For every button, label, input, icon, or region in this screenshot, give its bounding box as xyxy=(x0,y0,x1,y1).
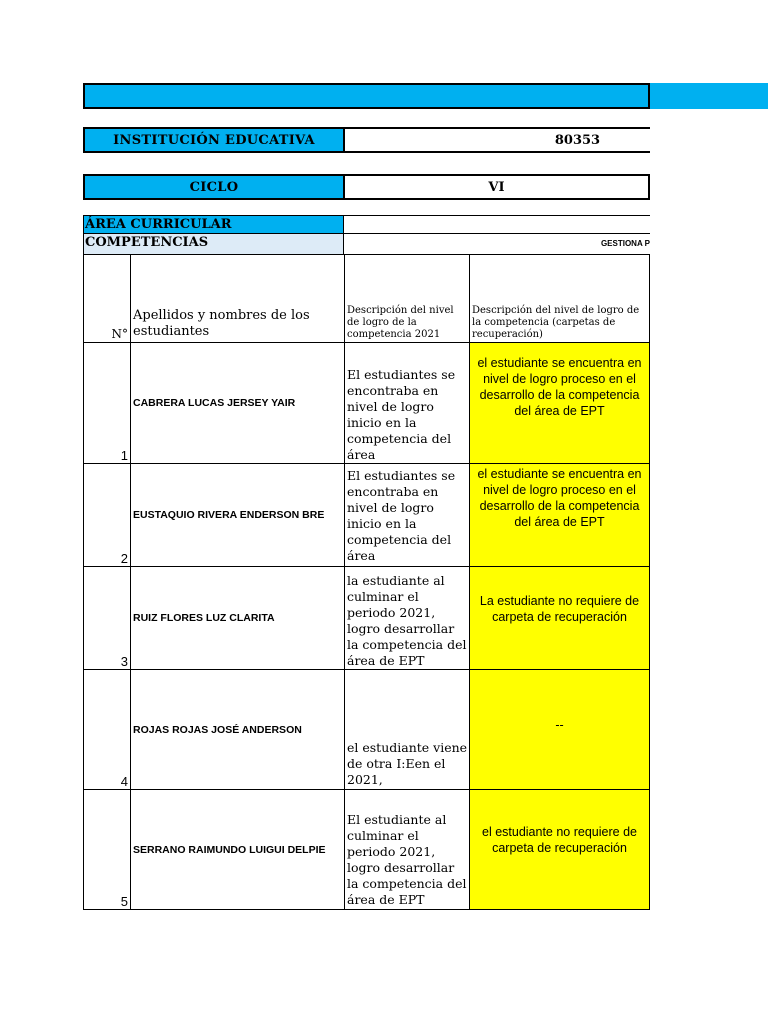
col-header-num-text: N° xyxy=(111,327,128,341)
desc-2021-cell: el estudiante viene de otra I:Een el 2021, xyxy=(345,670,470,790)
table-row xyxy=(84,670,650,790)
table-header-row xyxy=(84,255,650,343)
student-name: CABRERA LUCAS JERSEY YAIR xyxy=(131,343,345,464)
institucion-label: INSTITUCIÓN EDUCATIVA xyxy=(83,127,345,153)
table-row xyxy=(84,790,650,910)
title-bar xyxy=(83,83,650,109)
desc-2021-cell: El estudiante al culminar el periodo 2021, logro desarrollar la competencia del área de EPT xyxy=(345,790,470,910)
student-name: EUSTAQUIO RIVERA ENDERSON BRE xyxy=(131,464,345,567)
desc-2021-cell: El estudiantes se encontraba en nivel de logro inicio en la competencia del área xyxy=(345,343,470,464)
col-header-desc-recuperacion xyxy=(470,255,650,343)
table-row xyxy=(84,343,650,464)
table-row xyxy=(84,567,650,670)
ciclo-value: VI xyxy=(343,174,650,200)
row-number: 3 xyxy=(84,567,131,670)
row-number: 2 xyxy=(84,464,131,567)
institucion-value: 80353 xyxy=(343,127,650,153)
student-name: ROJAS ROJAS JOSÉ ANDERSON xyxy=(131,670,345,790)
desc-recuperacion-cell: -- xyxy=(470,670,650,790)
title-bar-extension xyxy=(650,83,768,109)
desc-2021-cell: la estudiante al culminar el periodo 2021, logro desarrollar la competencia del área de EPT xyxy=(345,567,470,670)
col-header-num xyxy=(84,255,131,343)
desc-2021-cell: El estudiantes se encontraba en nivel de logro inicio en la competencia del área xyxy=(345,464,470,567)
col-header-desc-recuperacion-text: Descripción del nivel de logro de la competencia (carpetas de recuperación) xyxy=(472,305,640,340)
desc-recuperacion-cell: La estudiante no requiere de carpeta de recuperación xyxy=(470,567,650,670)
competencias-label: COMPETENCIAS xyxy=(83,234,344,254)
col-header-nombres-text: Apellidos y nombres de los estudiantes xyxy=(133,308,310,339)
col-header-nombres xyxy=(131,255,345,343)
col-header-desc-2021 xyxy=(345,255,470,343)
student-name: RUIZ FLORES LUZ CLARITA xyxy=(131,567,345,670)
desc-recuperacion-cell: el estudiante se encuentra en nivel de logro proceso en el desarrollo de la competencia del área de EPT xyxy=(470,343,650,464)
area-curricular-value xyxy=(343,215,650,234)
students-table xyxy=(83,254,650,910)
row-number: 5 xyxy=(84,790,131,910)
col-header-desc-2021-text: Descripción del nivel de logro de la competencia 2021 xyxy=(347,305,454,340)
row-number: 4 xyxy=(84,670,131,790)
area-curricular-label: ÁREA CURRICULAR xyxy=(83,215,344,234)
table-row xyxy=(84,464,650,567)
ciclo-label: CICLO xyxy=(83,174,345,200)
desc-recuperacion-cell: el estudiante no requiere de carpeta de recuperación xyxy=(470,790,650,910)
student-name: SERRANO RAIMUNDO LUIGUI DELPIE xyxy=(131,790,345,910)
row-number: 1 xyxy=(84,343,131,464)
competencias-value: GESTIONA P xyxy=(343,234,650,254)
desc-recuperacion-cell: el estudiante se encuentra en nivel de logro proceso en el desarrollo de la competencia del área de EPT xyxy=(470,464,650,567)
